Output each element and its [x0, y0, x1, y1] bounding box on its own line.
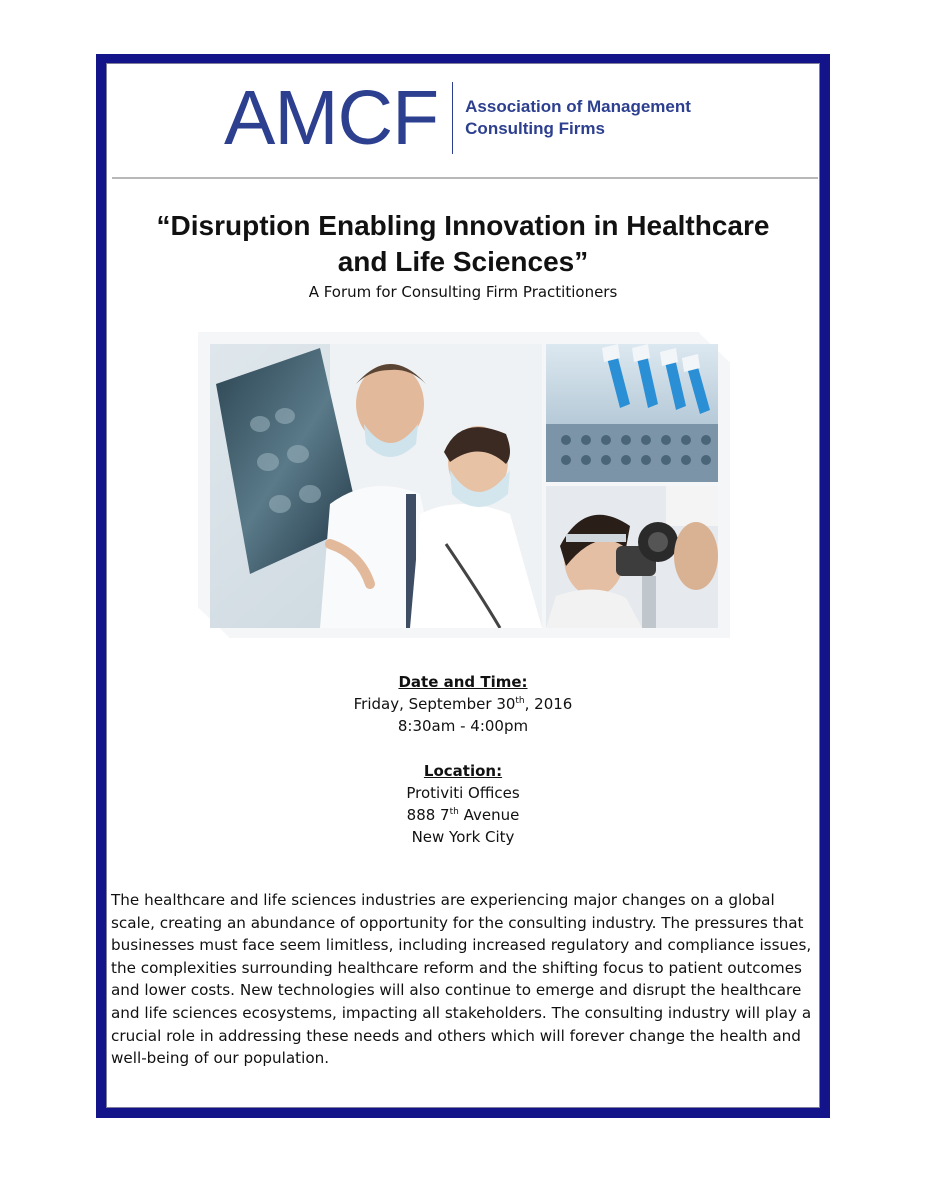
header-divider — [112, 177, 818, 179]
eye-exam-photo — [546, 486, 718, 628]
event-time: 8:30am - 4:00pm — [397, 717, 529, 735]
location-street-prefix: 888 7 — [406, 806, 450, 824]
logo-name-line-2: Consulting Firms — [465, 119, 605, 138]
logo-separator — [452, 82, 453, 154]
location-venue: Protiviti Offices — [406, 784, 520, 802]
amcf-logo — [224, 74, 705, 161]
logo-mark: AMCF — [224, 74, 439, 161]
event-subtitle: A Forum for Consulting Firm Practitioners — [308, 283, 618, 301]
location-street-ordinal: th — [449, 807, 459, 817]
event-date-prefix: Friday, September 30 — [353, 695, 516, 713]
location-street-suffix: Avenue — [458, 806, 520, 824]
event-title-line-2: and Life Sciences” — [337, 246, 589, 277]
location-section — [106, 760, 820, 848]
event-description: The healthcare and life sciences industries are experiencing major changes on a global scale, creating an abundance of opportunity for the consulting industry. The pressures that businesses must face seem limitless, including increased regulatory and compliance issues, the complexities surrounding healthcare reform and the shifting focus to patient outcomes and lower costs. New technologies will also continue to emerge and disrupt the healthcare and life sciences ecosystems, impacting all stakeholders. The consulting industry will play a crucial role in addressing these needs and others which will forever change the health and well-being of our population. — [111, 891, 812, 1068]
lab-test-tubes-photo — [546, 344, 718, 482]
event-date — [106, 693, 820, 715]
event-title — [106, 208, 820, 280]
date-time-heading: Date and Time: — [398, 673, 528, 691]
logo-name-line-1: Association of Management — [465, 97, 691, 116]
event-date-year: , 2016 — [524, 695, 573, 713]
location-heading: Location: — [423, 762, 503, 780]
event-date-ordinal: th — [515, 696, 525, 706]
event-title-line-1: “Disruption Enabling Innovation in Healthcare — [156, 210, 770, 241]
doctors-xray-photo — [210, 344, 542, 628]
location-street — [106, 804, 820, 826]
location-city: New York City — [411, 828, 515, 846]
date-time-section — [106, 671, 820, 737]
logo-organization-name — [465, 96, 705, 140]
